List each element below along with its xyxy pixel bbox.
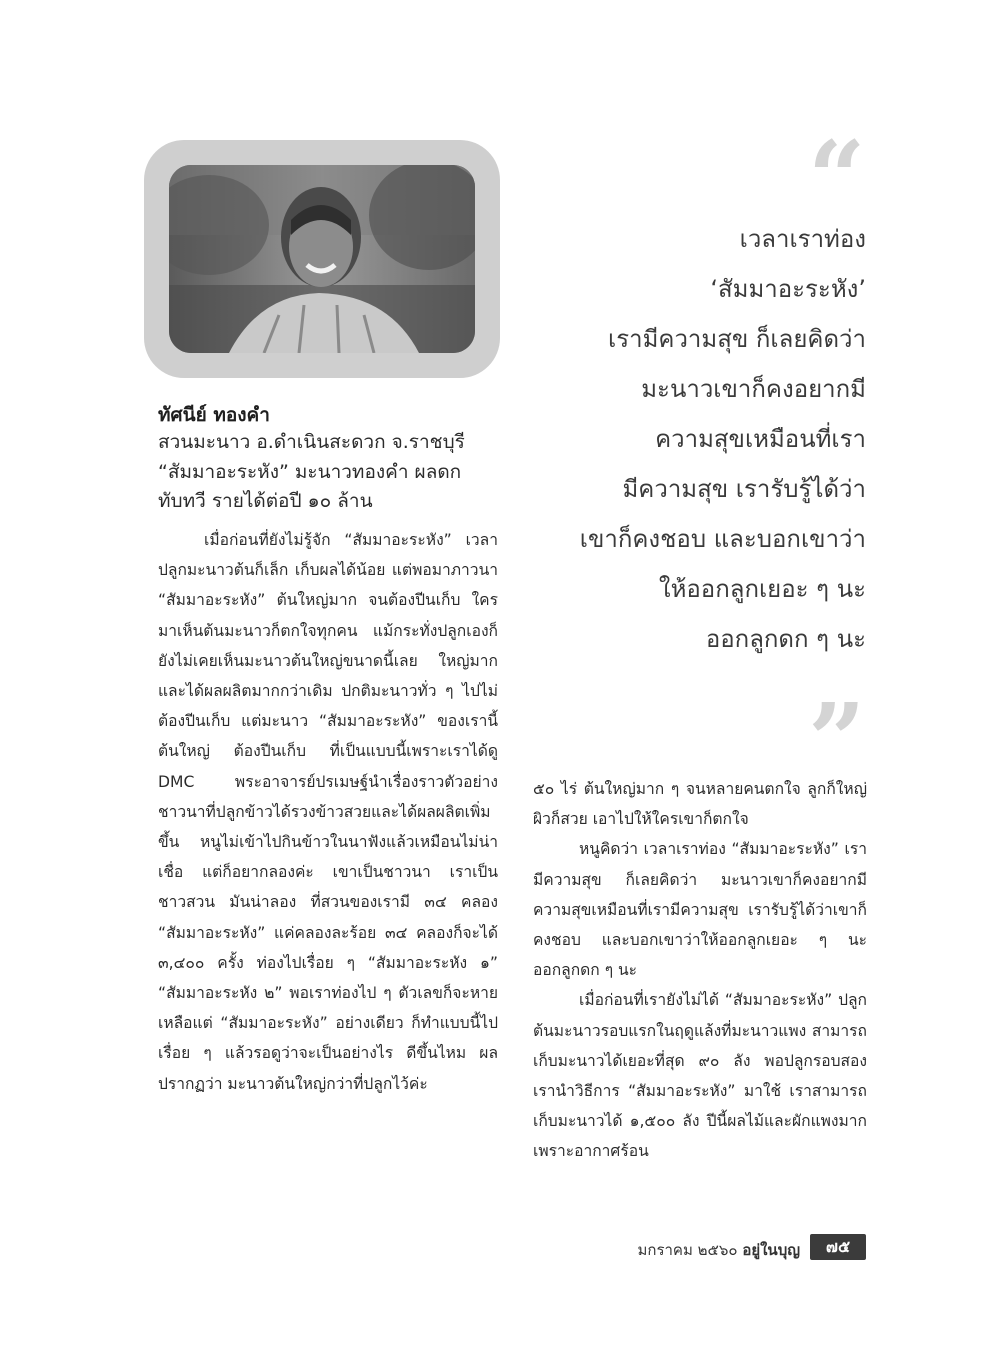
intro-line: สวนมะนาว อ.ดำเนินสะดวก จ.ราชบุรี xyxy=(158,431,465,453)
close-quote-mark: ” xyxy=(808,681,866,799)
pull-quote-line: ความสุขเหมือนที่เรา xyxy=(655,425,866,453)
pull-quote-line: มีความสุข เรารับรู้ได้ว่า xyxy=(622,475,866,503)
footer-issue xyxy=(637,1238,800,1262)
body-paragraph: เมื่อก่อนที่ยังไม่รู้จัก “สัมมาอะระหัง” เวลาปลูกมะนาวต้นก็เล็ก เก็บผลได้น้อย แต่พอมาภาวนา “สัมมาอะระหัง” ต้นใหญ่มาก จนต้องปีนเก็บ ใครมาเห็นต้นมะนาวก็ตกใจทุกคน แม้กระทั่งปลูกเองก็ยังไม่เคยเห็นมะนาวต้นใหญ่ขนาดนี้เลย ใหญ่มากและได้ผลผลิตมากกว่าเดิม ปกติมะนาวทั่ว ๆ ไปไม่ต้องปีนเก็บ แต่มะนาว “สัมมาอะระหัง” ของเรานี้ต้นใหญ่ ต้องปีนเก็บ ที่เป็นแบบนี้เพราะเราได้ดู DMC พระอาจารย์ปรเมษฐ์นำเรื่องราวตัวอย่างชาวนาที่ปลูกข้าวได้รวงข้าวสวยและได้ผลผลิตเพิ่มขึ้น หนูไม่เข้าไปกินข้าวในนาฟังแล้วเหมือนไม่น่าเชื่อ แต่ก็อยากลองค่ะ เขาเป็นชาวนา เราเป็นชาวสวน มันน่าลอง ที่สวนของเรามี ๓๔ คลอง “สัมมาอะระหัง” แค่คลองละร้อย ๓๔ คลองก็จะได้ ๓,๔๐๐ ครั้ง ท่องไปเรื่อย ๆ “สัมมาอะระหัง ๑” “สัมมาอะระหัง ๒” พอเราท่องไป ๆ ตัวเลขก็จะหาย เหลือแต่ “สัมมาอะระหัง” อย่างเดียว ก็ทำแบบนี้ไปเรื่อย ๆ แล้วรอดูว่าจะเป็นอย่างไร ดีขึ้นไหม ผลปรากฏว่า มะนาวต้นใหญ่กว่าที่ปลูกไว้ค่ะ xyxy=(158,531,498,1093)
issue-date: มกราคม ๒๕๖๐ xyxy=(637,1241,738,1259)
page-number: ๗๕ xyxy=(810,1234,866,1260)
person-name: ทัศนีย์ ทองคำ xyxy=(158,404,270,426)
pull-quote-line: เรามีความสุข ก็เลยคิดว่า xyxy=(608,325,866,353)
pull-quote xyxy=(506,214,866,664)
body-paragraph: ๕๐ ไร่ ต้นใหญ่มาก ๆ จนหลายคนตกใจ ลูกก็ใหญ่ ผิวก็สวย เอาไปให้ใครเขาก็ตกใจ xyxy=(533,780,867,829)
pull-quote-line: มะนาวเขาก็คงอยากมี xyxy=(641,375,866,403)
pull-quote-line: ออกลูกดก ๆ นะ xyxy=(705,625,866,653)
magazine-name: อยู่ในบุญ xyxy=(742,1241,800,1259)
pull-quote-line: ‘สัมมาอะระหัง’ xyxy=(710,275,866,303)
intro-line: “สัมมาอะระหัง” มะนาวทองคำ ผลดก xyxy=(158,460,462,483)
pull-quote-line: เวลาเราท่อง xyxy=(739,225,866,253)
intro-line: ทับทวี รายได้ต่อปี ๑๐ ล้าน xyxy=(158,490,373,512)
open-quote-mark: “ xyxy=(808,119,866,237)
right-column xyxy=(533,774,867,1167)
portrait-photo xyxy=(169,165,475,353)
left-column xyxy=(158,525,498,1099)
body-paragraph: เมื่อก่อนที่เรายังไม่ได้ “สัมมาอะระหัง” ปลูกต้นมะนาวรอบแรกในฤดูแล้งที่มะนาวแพง สามารถเก็บมะนาวได้เยอะที่สุด ๙๐ ลัง พอปลูกรอบสอง เรานำวิธีการ “สัมมาอะระหัง” มาใช้ เราสามารถเก็บมะนาวได้ ๑,๕๐๐ ลัง ปีนี้ผลไม้และผักแพงมากเพราะอากาศร้อน xyxy=(533,991,867,1161)
page-footer xyxy=(600,1234,866,1262)
photo-frame xyxy=(144,140,500,378)
pull-quote-line: เขาก็คงชอบ และบอกเขาว่า xyxy=(579,525,866,553)
person-intro xyxy=(158,428,498,517)
pull-quote-line: ให้ออกลูกเยอะ ๆ นะ xyxy=(658,575,866,603)
body-paragraph: หนูคิดว่า เวลาเราท่อง “สัมมาอะระหัง” เรามีความสุข ก็เลยคิดว่า มะนาวเขาก็คงอยากมีความสุขเหมือนที่เรามีความสุข เรารับรู้ได้ว่าเขาก็คงชอบ และบอกเขาว่าให้ออกลูกเยอะ ๆ นะ ออกลูกดก ๆ นะ xyxy=(533,840,867,980)
